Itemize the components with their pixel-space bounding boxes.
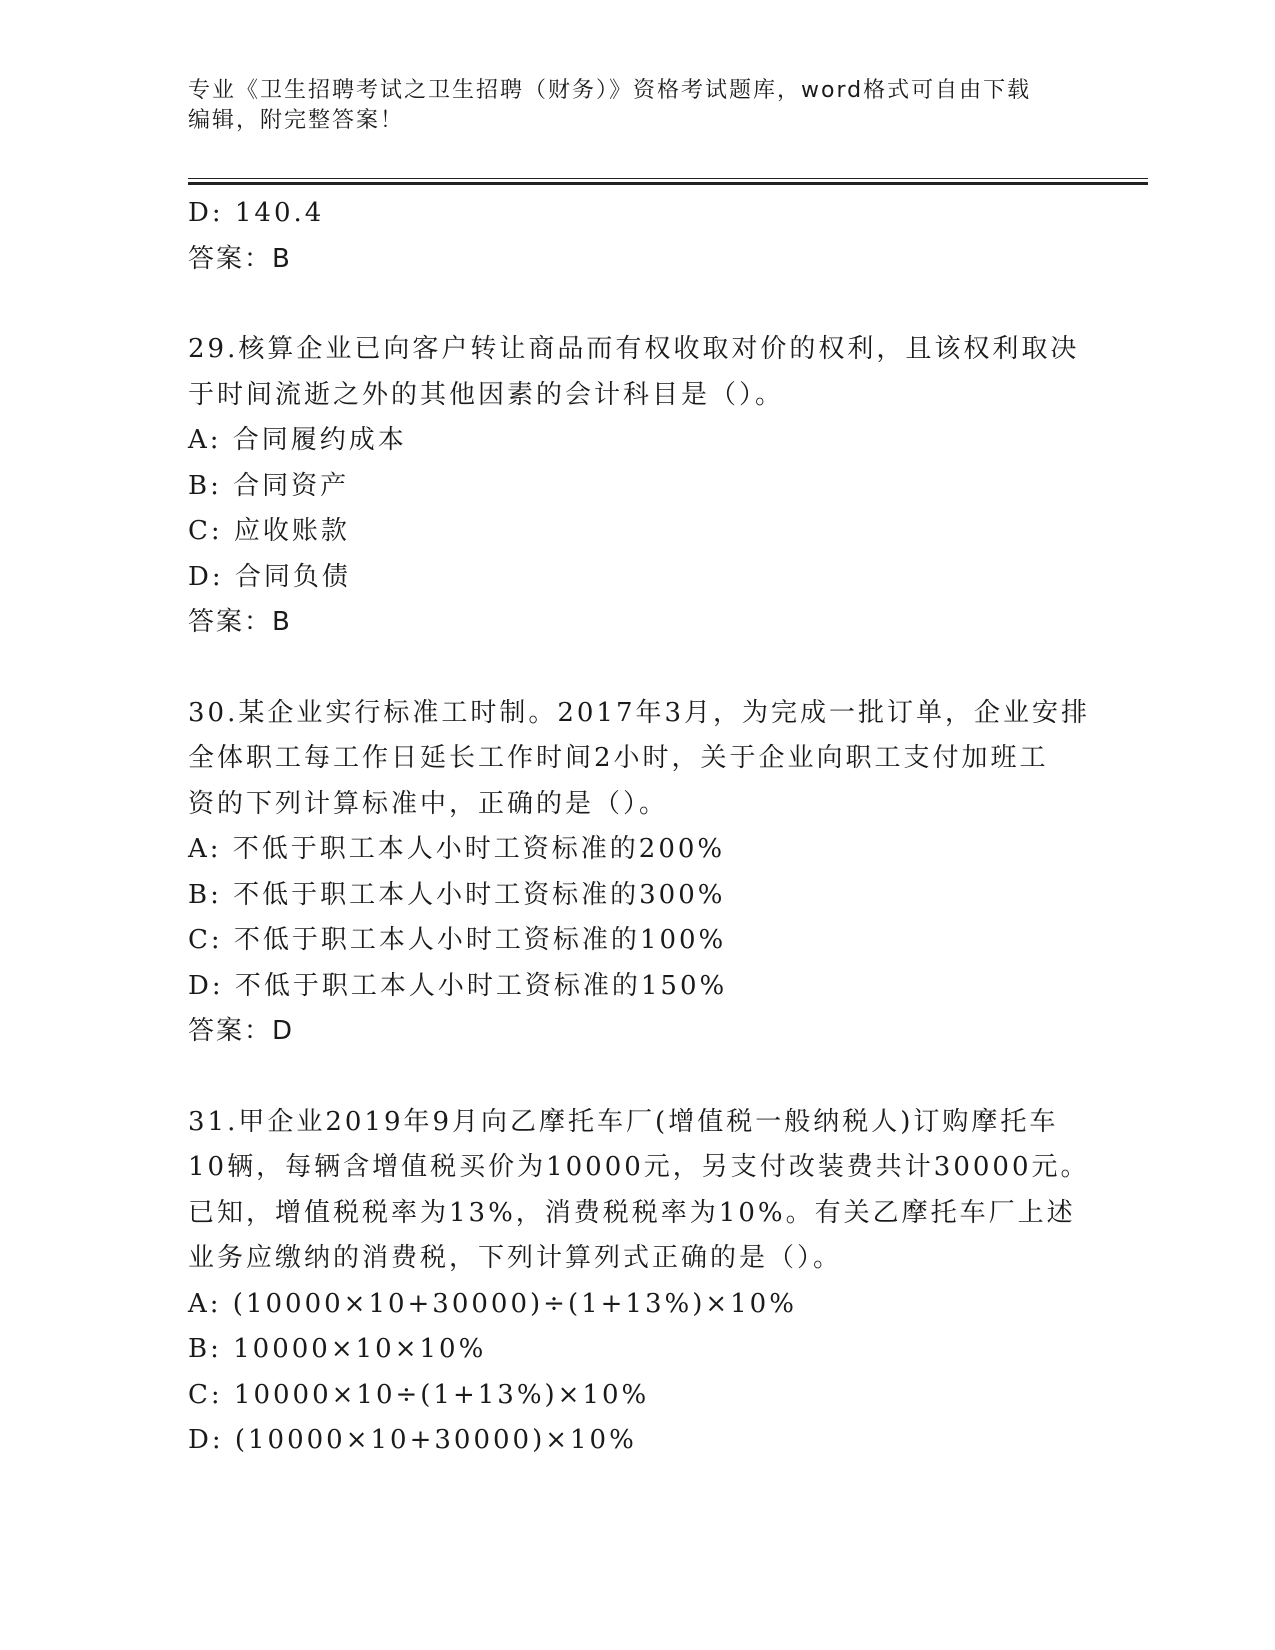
header-divider-thin bbox=[188, 178, 1148, 179]
question-text-line: 于时间流逝之外的其他因素的会计科目是（）。 bbox=[188, 379, 785, 410]
header-line-2: 编辑，附完整答案！ bbox=[188, 108, 405, 133]
question-29 bbox=[188, 327, 1088, 646]
option-a: A: 不低于职工本人小时工资标准的200% bbox=[188, 834, 726, 864]
question-30 bbox=[188, 691, 1091, 1055]
question-text-line: 31.甲企业2019年9月向乙摩托车厂(增值税一般纳税人)订购摩托车 bbox=[188, 1106, 1059, 1137]
spacer bbox=[188, 1055, 1088, 1100]
spacer bbox=[188, 646, 1088, 691]
question-text-line: 10辆，每辆含增值税买价为10000元，另支付改装费共计30000元。 bbox=[188, 1152, 1090, 1182]
option-a: A: 合同履约成本 bbox=[188, 425, 407, 455]
question-text-line: 业务应缴纳的消费税，下列计算列式正确的是（）。 bbox=[188, 1243, 843, 1273]
header-line-1: 专业《卫生招聘考试之卫生招聘（财务）》资格考试题库，word格式可自由下载 bbox=[188, 78, 1032, 103]
option-a: A: (10000×10+30000)÷(1+13%)×10% bbox=[188, 1288, 797, 1319]
option-d: D: 合同负债 bbox=[188, 561, 351, 592]
question-text-line: 29.核算企业已向客户转让商品而有权收取对价的权利，且该权利取决 bbox=[188, 334, 1080, 364]
option-c: C: 应收账款 bbox=[188, 516, 350, 546]
option-c: C: 不低于职工本人小时工资标准的100% bbox=[188, 925, 727, 955]
prev-option-d: D: 140.4 bbox=[188, 198, 325, 228]
answer: 答案：D bbox=[188, 1016, 295, 1046]
prev-answer: 答案：B bbox=[188, 243, 292, 274]
question-text-line: 30.某企业实行标准工时制。2017年3月，为完成一批订单，企业安排 bbox=[188, 697, 1091, 728]
question-text-line: 资的下列计算标准中，正确的是（）。 bbox=[188, 788, 669, 819]
option-b: B: 10000×10×10% bbox=[188, 1334, 487, 1364]
question-31 bbox=[188, 1100, 1088, 1464]
question-text-line: 全体职工每工作日延长工作时间2小时，关于企业向职工支付加班工 bbox=[188, 743, 1049, 773]
page-header bbox=[188, 76, 1088, 136]
header-divider-thick bbox=[188, 182, 1148, 185]
spacer bbox=[188, 282, 1088, 327]
option-b: B: 不低于职工本人小时工资标准的300% bbox=[188, 879, 726, 910]
option-b: B: 合同资产 bbox=[188, 470, 350, 501]
answer: 答案：B bbox=[188, 607, 292, 637]
option-d: D: (10000×10+30000)×10% bbox=[188, 1425, 637, 1455]
question-content bbox=[188, 191, 1091, 1464]
option-d: D: 不低于职工本人小时工资标准的150% bbox=[188, 970, 728, 1001]
option-c: C: 10000×10÷(1+13%)×10% bbox=[188, 1379, 650, 1410]
question-text-line: 已知，增值税税率为13%，消费税税率为10%。有关乙摩托车厂上述 bbox=[188, 1197, 1076, 1228]
